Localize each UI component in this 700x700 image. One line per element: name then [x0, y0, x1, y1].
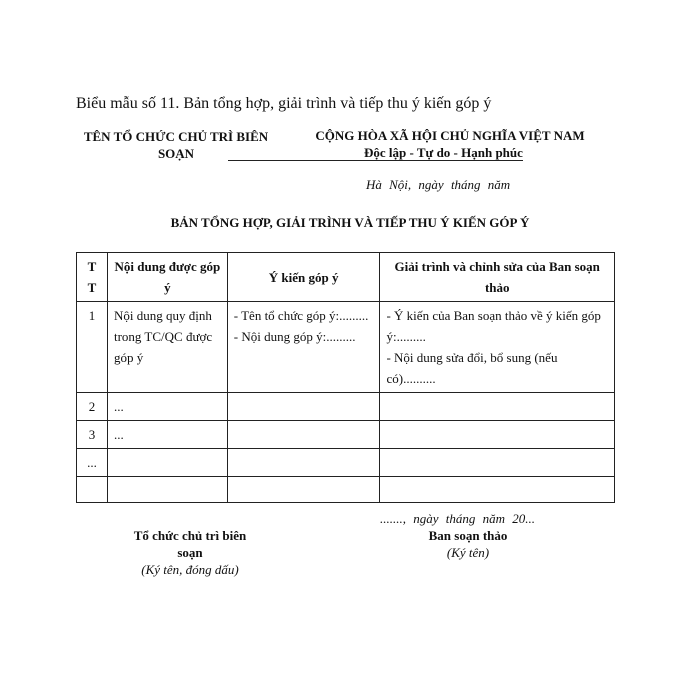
place-date: Hà Nội, ngày tháng năm [366, 177, 511, 192]
row-number: 2 [77, 393, 108, 421]
signature-left-title: Tổ chức chủ trì biên soạn [133, 528, 247, 560]
table-row [77, 393, 615, 421]
opinion-content: - Nội dung góp ý:......... [233, 329, 356, 344]
row-content: ... [107, 421, 227, 449]
row-opinion [227, 421, 380, 449]
divider-line [228, 160, 366, 161]
row-content: Nội dung quy định trong TC/QC được góp ý [107, 302, 227, 393]
signature-left-note: (Ký tên, đóng dấu) [141, 562, 239, 577]
explanation-revision: - Nội dung sửa đổi, bổ sung (nếu có).......... [386, 350, 558, 386]
signature-block-left [120, 527, 260, 578]
form-caption: Biểu mẫu số 11. Bản tổng hợp, giải trình và tiếp thu ý kiến góp ý [76, 95, 492, 112]
feedback-table [76, 252, 615, 503]
header-content: Nội dung được góp ý [107, 253, 227, 302]
row-explanation [380, 302, 615, 393]
row-number: 1 [77, 302, 108, 393]
document-title: BẢN TỔNG HỢP, GIẢI TRÌNH VÀ TIẾP THU Ý KIẾN GÓP Ý [170, 215, 530, 230]
national-motto: Độc lập - Tự do - Hạnh phúc [364, 145, 523, 160]
national-title: CỘNG HÒA XÃ HỘI CHỦ NGHĨA VIỆT NAM [315, 128, 585, 143]
signature-block-right [398, 527, 538, 561]
row-opinion [227, 449, 380, 477]
table-row [77, 421, 615, 449]
header-explanation: Giải trình và chỉnh sửa của Ban soạn thảo [380, 253, 615, 302]
row-number: 3 [77, 421, 108, 449]
row-opinion [227, 302, 380, 393]
explanation-opinion: - Ý kiến của Ban soạn thảo về ý kiến góp ý:......... [386, 308, 601, 344]
header-tt: T T [77, 253, 108, 302]
signature-right-title: Ban soạn thảo [428, 528, 508, 543]
table-row [77, 449, 615, 477]
table-row [77, 477, 615, 503]
row-opinion [227, 477, 380, 503]
table-header-row [77, 253, 615, 302]
row-opinion [227, 393, 380, 421]
row-explanation [380, 421, 615, 449]
organization-name: TÊN TỔ CHỨC CHỦ TRÌ BIÊN SOẠN [83, 129, 269, 161]
row-explanation [380, 449, 615, 477]
row-number: ... [77, 449, 108, 477]
table-row [77, 302, 615, 393]
opinion-org: - Tên tổ chức góp ý:......... [233, 308, 369, 323]
row-content [107, 477, 227, 503]
row-content [107, 449, 227, 477]
header-opinion: Ý kiến góp ý [227, 253, 380, 302]
row-explanation [380, 477, 615, 503]
row-content: ... [107, 393, 227, 421]
row-explanation [380, 393, 615, 421]
signature-date: ......., ngày tháng năm 20... [380, 511, 536, 526]
signature-right-note: (Ký tên) [446, 545, 490, 560]
row-number [77, 477, 108, 503]
